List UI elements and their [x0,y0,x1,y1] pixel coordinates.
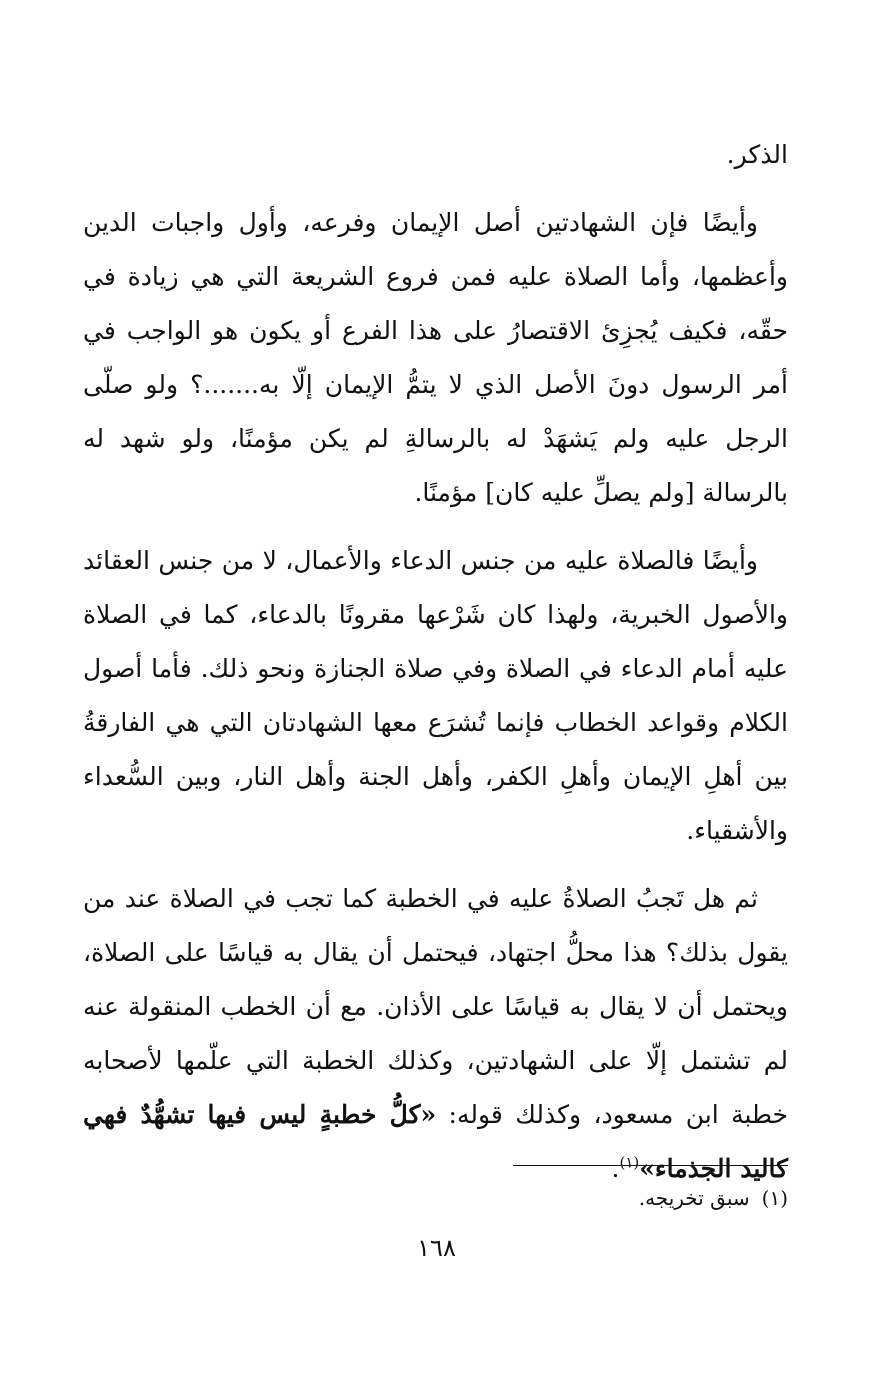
paragraph-4-end: . [611,1154,620,1183]
paragraph-2: وأيضًا فإن الشهادتين أصل الإيمان وفرعه، وأول واجبات الدين وأعظمها، وأما الصلاة عليه فمن فروع الشريعة التي هي زيادة في حقّه، فكيف يُجزِئ الاقتصارُ على هذا الفرع أو يكون هو الواجب في أمر الرسول دونَ الأصل الذي لا يتمُّ الإيمان إلّا به.......؟ ولو صلّى الرجل عليه ولم يَشهَدْ له بالرسالةِ لم يكن مؤمنًا، ولو شهد له بالرسالة [ولم يصلِّ عليه كان] مؤمنًا. [83,208,788,507]
paragraph-3: وأيضًا فالصلاة عليه من جنس الدعاء والأعمال، لا من جنس العقائد والأصول الخبرية، ولهذا كان شَرْعها مقرونًا بالدعاء، كما في الصلاة عليه أمام الدعاء في الصلاة وفي صلاة الجنازة ونحو ذلك. فأما أصول الكلام وقواعد الخطاب فإنما تُشرَع معها الشهادتان التي هي الفارقةُ بين أهلِ الإيمان وأهلِ الكفر، وأهل الجنة وأهل النار، وبين السُّعداء والأشقياء. [83,546,788,845]
footnote [83,1182,788,1214]
paragraph-gap [83,182,788,196]
paragraph-continuation: الذكر. [726,140,788,169]
paragraph-4 [83,872,788,1196]
page-number: ١٦٨ [417,1234,456,1262]
main-text [83,128,788,1196]
footnote-separator [513,1165,788,1166]
paragraph-4-text: ثم هل تَجبُ الصلاةُ عليه في الخطبة كما تجب في الصلاة عند من يقول بذلك؟ هذا محلُّ اجتهاد، فيحتمل أن يقال به قياسًا على الصلاة، ويحتمل أن لا يقال به قياسًا على الأذان. مع أن الخطب المنقولة عنه لم تشتمل إلّا على الشهادتين، وكذلك الخطبة التي علّمها لأصحابه خطبة ابن مسعود، وكذلك قوله: [83,884,789,1129]
hadith-quote: «كلُّ خطبةٍ ليس فيها تشهُّدٌ فهي كاليد الجذماء» [83,1100,788,1183]
footnote-number: (١) [761,1186,788,1210]
footnote-text: سبق تخريجه. [638,1186,750,1210]
paragraph-gap [83,520,788,534]
footnote-reference: (١) [619,1153,640,1172]
paragraph-gap [83,858,788,872]
